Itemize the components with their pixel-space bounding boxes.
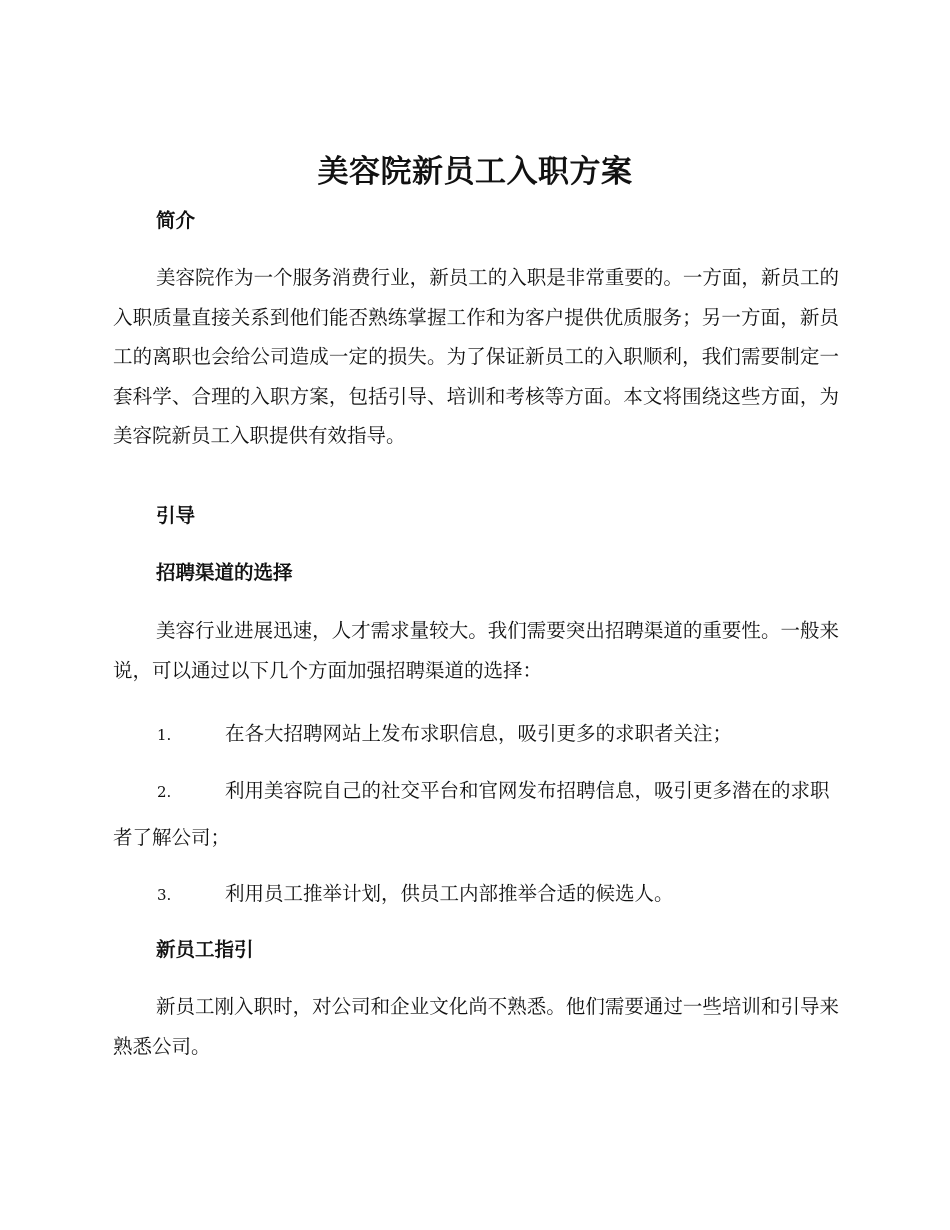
paragraph-newstaff: 新员工刚入职时，对公司和企业文化尚不熟悉。他们需要通过一些培训和引导来熟悉公司。 [113,995,839,1058]
list-item [113,711,839,758]
section-heading-guide: 引导 [156,504,196,527]
paragraph-recruit: 美容行业进展迅速，人才需求量较大。我们需要突出招聘渠道的重要性。一般来说，可以通过以下几个方面加强招聘渠道的选择： [113,619,839,682]
list-item-text: 利用员工推举计划，供员工内部推举合适的候选人。 [225,882,674,905]
list-item-text: 利用美容院自己的社交平台和官网发布招聘信息，吸引更多潜在的求职者了解公司； [113,779,830,849]
list-item-number: 2. [157,783,172,801]
subsection-heading-newstaff: 新员工指引 [156,938,254,961]
list-item [113,768,839,860]
list-item-text: 在各大招聘网站上发布求职信息，吸引更多的求职者关注； [225,722,733,745]
list-item-number: 3. [157,886,172,904]
document-title: 美容院新员工入职方案 [317,154,633,190]
list-item-number: 1. [157,726,172,744]
paragraph-intro: 美容院作为一个服务消费行业，新员工的入职是非常重要的。一方面，新员工的入职质量直接关系到他们能否熟练掌握工作和为客户提供优质服务；另一方面，新员工的离职也会给公司造成一定的损失。为了保证新员工的入职顺利，我们需要制定一套科学、合理的入职方案，包括引导、培训和考核等方面。本文将围绕这些方面，为美容院新员工入职提供有效指导。 [113,266,839,447]
section-heading-intro: 简介 [156,209,196,232]
list-item [113,871,839,918]
subsection-heading-recruit: 招聘渠道的选择 [156,561,293,584]
